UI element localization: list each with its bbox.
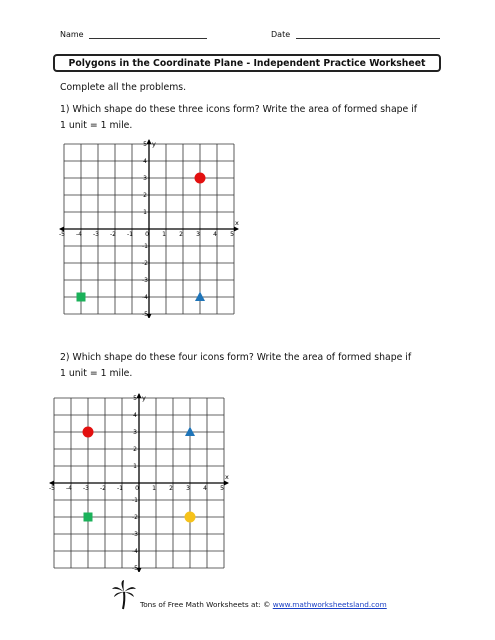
x-tick-label: 0 xyxy=(145,231,149,238)
y-axis-label: y xyxy=(142,394,146,402)
y-axis-arrow xyxy=(137,393,142,398)
red-circle-icon xyxy=(195,173,206,184)
x-axis-arrow xyxy=(224,481,229,486)
palm-tree-icon xyxy=(111,580,137,610)
x-tick-label: -3 xyxy=(93,231,99,238)
y-tick-label: -5 xyxy=(132,565,138,572)
problem-2-line1: 2) Which shape do these four icons form? Write the area of formed shape if xyxy=(60,352,412,363)
x-tick-label: -1 xyxy=(117,485,123,492)
x-tick-label: -5 xyxy=(59,231,65,238)
footer-text: Tons of Free Math Worksheets at: © xyxy=(140,600,273,609)
x-tick-label: -4 xyxy=(66,485,72,492)
green-square-icon xyxy=(77,293,86,302)
y-tick-label: 4 xyxy=(133,412,137,419)
x-axis-arrow xyxy=(234,227,239,232)
y-tick-label: -5 xyxy=(142,311,148,318)
y-tick-label: 1 xyxy=(143,209,147,216)
y-axis-label: y xyxy=(152,140,156,148)
green-square-icon xyxy=(84,513,93,522)
problem-1-line2: 1 unit = 1 mile. xyxy=(60,120,133,131)
x-tick-label: 4 xyxy=(213,231,217,238)
x-tick-label: 4 xyxy=(203,485,207,492)
date-line[interactable] xyxy=(296,30,440,39)
name-label: Name xyxy=(60,30,84,39)
date-field[interactable] xyxy=(271,30,440,39)
y-tick-label: 4 xyxy=(143,158,147,165)
red-circle-icon xyxy=(83,427,94,438)
instructions: Complete all the problems. xyxy=(60,82,187,93)
problem-2-line2: 1 unit = 1 mile. xyxy=(60,368,133,379)
x-tick-label: 2 xyxy=(179,231,183,238)
x-tick-label: -1 xyxy=(127,231,133,238)
y-tick-label: 2 xyxy=(133,446,137,453)
x-tick-label: 0 xyxy=(135,485,139,492)
name-line[interactable] xyxy=(89,30,207,39)
x-tick-label: 1 xyxy=(152,485,156,492)
y-tick-label: 5 xyxy=(143,141,147,148)
x-tick-label: -4 xyxy=(76,231,82,238)
y-axis-arrow xyxy=(147,139,152,144)
x-axis-label: x xyxy=(235,219,239,227)
x-tick-label: 2 xyxy=(169,485,173,492)
y-tick-label: -4 xyxy=(142,294,148,301)
worksheet-title: Polygons in the Coordinate Plane - Independent Practice Worksheet xyxy=(53,54,441,72)
y-tick-label: -1 xyxy=(142,243,148,250)
blue-triangle-icon xyxy=(195,292,205,302)
name-field[interactable] xyxy=(60,30,207,39)
x-tick-label: -2 xyxy=(110,231,116,238)
footer xyxy=(140,600,387,609)
x-tick-label: 3 xyxy=(196,231,200,238)
yellow-circle-icon xyxy=(185,512,196,523)
y-tick-label: -2 xyxy=(142,260,148,267)
y-tick-label: -1 xyxy=(132,497,138,504)
problem-1-line1: 1) Which shape do these three icons form? Write the area of formed shape if xyxy=(60,104,418,115)
y-tick-label: 3 xyxy=(143,175,147,182)
y-tick-label: -3 xyxy=(132,531,138,538)
x-axis-label: x xyxy=(225,473,229,481)
x-tick-label: -5 xyxy=(49,485,55,492)
problem-1-question xyxy=(60,102,417,134)
x-tick-label: -3 xyxy=(83,485,89,492)
coordinate-grid-1 xyxy=(58,138,254,318)
y-tick-label: 1 xyxy=(133,463,137,470)
y-tick-label: -3 xyxy=(142,277,148,284)
footer-link[interactable]: www.mathworksheetsland.com xyxy=(272,600,387,609)
x-tick-label: 1 xyxy=(162,231,166,238)
blue-triangle-icon xyxy=(185,427,195,437)
y-tick-label: -4 xyxy=(132,548,138,555)
x-tick-label: 5 xyxy=(230,231,234,238)
y-tick-label: 2 xyxy=(143,192,147,199)
x-tick-label: -2 xyxy=(100,485,106,492)
y-tick-label: 5 xyxy=(133,395,137,402)
problem-2-question xyxy=(60,350,411,382)
y-tick-label: 3 xyxy=(133,429,137,436)
y-tick-label: -2 xyxy=(132,514,138,521)
coordinate-grid-2 xyxy=(48,392,244,572)
x-tick-label: 3 xyxy=(186,485,190,492)
x-tick-label: 5 xyxy=(220,485,224,492)
date-label: Date xyxy=(271,30,291,39)
